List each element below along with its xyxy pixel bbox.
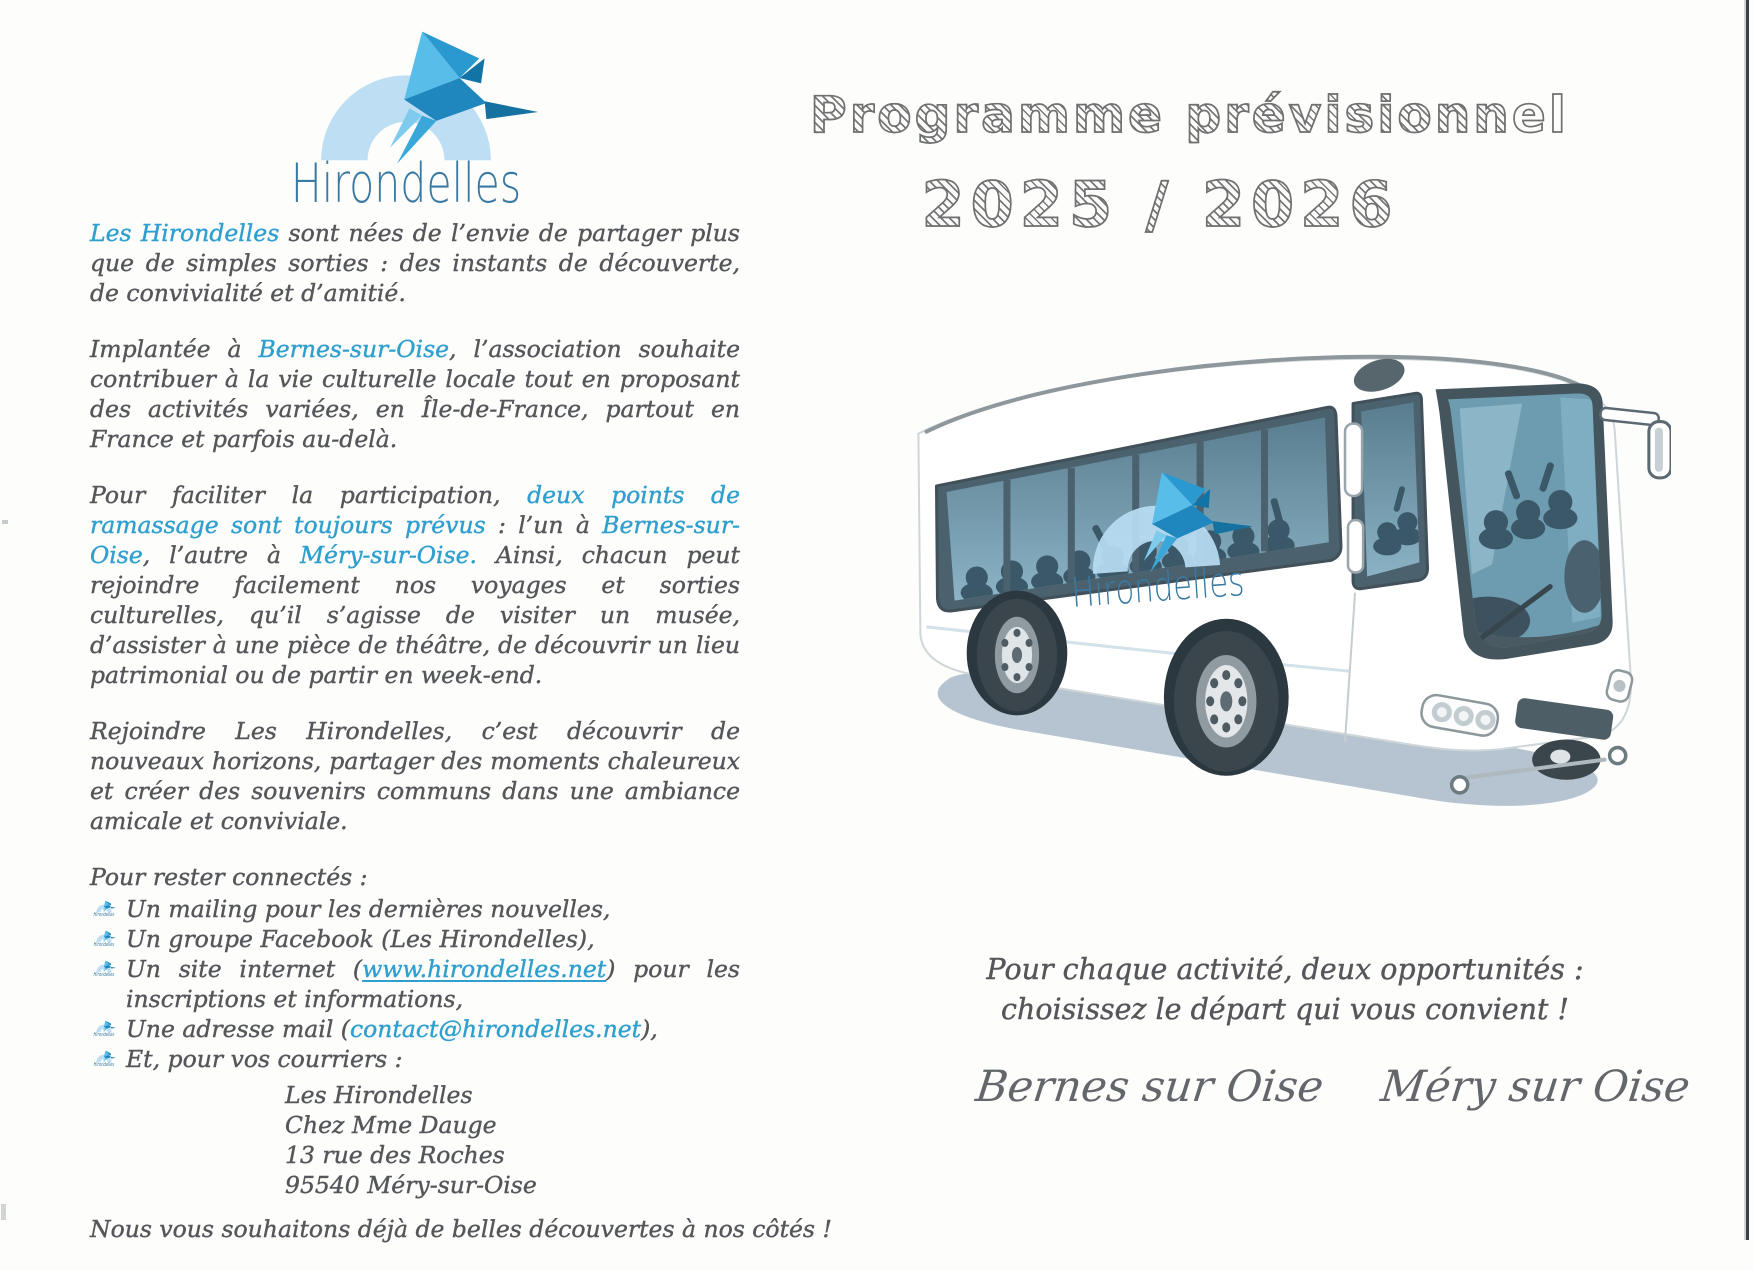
list-item xyxy=(90,954,740,1014)
text-segment: Un groupe Facebook (Les Hirondelles), xyxy=(126,925,595,953)
scan-speck xyxy=(1,1204,6,1220)
year-range: 2025 / 2026 xyxy=(810,168,1510,241)
list-item xyxy=(90,894,740,924)
text-segment: ) pour les inscriptions et informations, xyxy=(126,955,740,1013)
text-segment: Implantée à xyxy=(90,335,259,363)
text-segment: : l’un à xyxy=(485,511,603,539)
text-segment: Un mailing pour les dernières nouvelles, xyxy=(126,895,611,923)
scan-speck xyxy=(2,520,8,524)
text-segment: Rejoindre Les Hirondelles, c’est découvrir de nouveaux horizons, partager des moments chaleureux et créer des souvenirs communs dans une ambiance amicale et conviviale. xyxy=(90,717,740,835)
page-title: Programme prévisionnel xyxy=(810,86,1569,144)
website-link[interactable]: www.hirondelles.net xyxy=(362,955,607,983)
bullet-list xyxy=(90,894,740,1074)
postal-address xyxy=(285,1080,740,1200)
text-segment: sont nées de l’envie de partager plus que de simples sorties : des instants de découverte, de convivialité et d’amitié. xyxy=(90,219,740,307)
address-line: 95540 Méry-sur-Oise xyxy=(285,1171,537,1199)
text-segment: contact@hirondelles.net xyxy=(349,1015,642,1043)
swallow-logo-icon xyxy=(92,930,116,948)
text-segment: Méry-sur-Oise. xyxy=(300,541,478,569)
closing-note: Nous vous souhaitons déjà de belles découvertes à nos côtés ! xyxy=(90,1215,832,1243)
text-segment: Les Hirondelles xyxy=(90,219,280,247)
text-segment: Pour faciliter la participation, xyxy=(90,481,528,509)
swallow-logo-icon xyxy=(92,1050,116,1068)
address-line: Chez Mme Dauge xyxy=(285,1111,497,1139)
tagline-line: Pour chaque activité, deux opportunités : xyxy=(986,953,1584,986)
paragraph-join xyxy=(90,716,740,836)
swallow-logo-icon xyxy=(92,1020,116,1038)
departure-mery: Méry sur Oise xyxy=(1378,1062,1693,1112)
text-segment: , l’association souhaite contribuer à la vie culturelle locale tout en proposant des activités variées, en Île-de-France, partout en France et parfois au-delà. xyxy=(90,335,740,453)
text-segment: ), xyxy=(641,1015,658,1043)
text-segment: Bernes-sur-Oise xyxy=(258,335,450,363)
list-item xyxy=(90,924,740,954)
text-segment: deux points de ramassage sont toujours prévus xyxy=(90,481,740,539)
paragraph-location xyxy=(90,334,740,454)
address-line: Les Hirondelles xyxy=(285,1081,473,1109)
departure-bernes: Bernes sur Oise xyxy=(973,1062,1327,1112)
address-line: 13 rue des Roches xyxy=(285,1141,505,1169)
bus-illustration xyxy=(856,322,1671,827)
tagline-line: choisissez le départ qui vous convient ! xyxy=(1001,993,1569,1026)
text-segment: Ainsi, chacun peut rejoindre facilement nos voyages et sorties culturelles, qu’il s’agisse de visiter un musée, d’assister à une pièce de théâtre, de découvrir un lieu patrimonial ou de partir en week-end. xyxy=(90,541,740,689)
list-item xyxy=(90,1044,740,1074)
swallow-logo-icon xyxy=(92,900,116,918)
text-segment: , l’autre à xyxy=(142,541,300,569)
text-segment: Un site internet ( xyxy=(126,955,363,983)
paragraph-intro xyxy=(90,218,740,308)
text-segment: Bernes-sur-Oise xyxy=(90,511,740,569)
paragraph-pickup xyxy=(90,480,740,690)
text-segment: Et, pour vos courriers : xyxy=(126,1045,403,1073)
swallow-logo-icon xyxy=(92,960,116,978)
hirondelles-logo xyxy=(272,26,540,223)
intro-text-block xyxy=(90,218,832,1270)
list-item xyxy=(90,1014,740,1044)
tagline xyxy=(985,950,1585,1030)
connect-heading: Pour rester connectés : xyxy=(90,863,368,891)
text-segment: Une adresse mail ( xyxy=(126,1015,350,1043)
scan-edge-line xyxy=(1746,0,1749,1240)
